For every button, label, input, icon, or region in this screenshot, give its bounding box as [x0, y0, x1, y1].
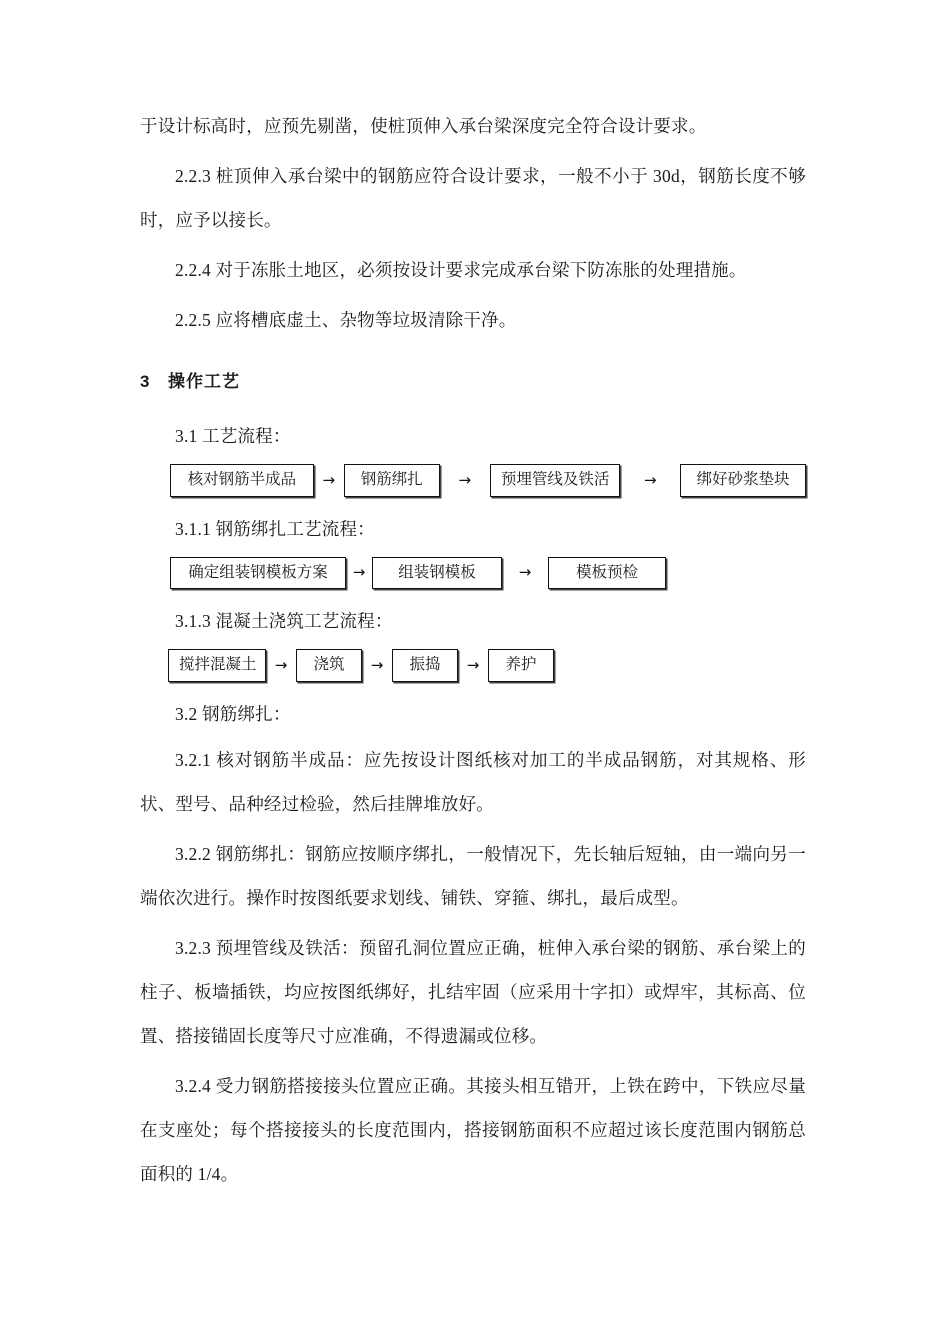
- section-heading-3: [140, 360, 806, 404]
- paragraph-3-2-3: 3.2.3 预埋管线及铁活：预留孔洞位置应正确，桩伸入承台梁的钢筋、承台梁上的柱子、板墙插铁，均应按图纸绑好，扎结牢固（应采用十字扣）或焊牢，其标高、位置、搭接锚固长度等尺寸应准确，不得遗漏或位移。: [140, 937, 806, 1046]
- arrow-right-icon: →: [352, 563, 366, 582]
- section-heading-number: 3: [140, 372, 151, 391]
- arrow-right-icon: →: [644, 470, 657, 489]
- paragraph-continuation: 于设计标高时，应预先剔凿，使桩顶伸入承台梁深度完全符合设计要求。: [140, 116, 707, 136]
- flow-box: 搅拌混凝土: [168, 649, 266, 682]
- arrow-right-icon: →: [518, 563, 532, 582]
- flow-box: 组装钢模板: [372, 557, 502, 590]
- flow-box: 绑好砂浆垫块: [680, 464, 806, 497]
- flow-box: 核对钢筋半成品: [170, 464, 314, 497]
- paragraph-2-2-5: 2.2.5 应将槽底虚土、杂物等垃圾清除干净。: [175, 310, 517, 330]
- paragraph-2-2-3: 2.2.3 桩顶伸入承台梁中的钢筋应符合设计要求，一般不小于 30d，钢筋长度不够时，应予以接长。: [140, 166, 806, 230]
- paragraph-3-2-4: 3.2.4 受力钢筋搭接接头位置应正确。其接头相互错开，上铁在跨中，下铁应尽量在支座处；每个搭接接头的长度范围内，搭接钢筋面积不应超过该长度范围内钢筋总面积的 1/4。: [140, 1075, 806, 1184]
- sublabel-3-1: 3.1 工艺流程：: [175, 426, 291, 446]
- flowchart-rebar-binding: [140, 557, 806, 590]
- flow-box: 钢筋绑扎: [344, 464, 440, 497]
- flowchart-process-overview: [140, 464, 806, 497]
- arrow-right-icon: →: [370, 655, 384, 674]
- flow-box: 模板预检: [548, 557, 666, 590]
- arrow-right-icon: →: [466, 655, 480, 674]
- arrow-right-icon: →: [458, 470, 472, 489]
- flowchart-concrete-pouring: [140, 649, 806, 682]
- flow-box: 预埋管线及铁活: [490, 464, 621, 497]
- paragraph-2-2-4: 2.2.4 对于冻胀土地区，必须按设计要求完成承台梁下防冻胀的处理措施。: [175, 260, 747, 280]
- paragraph-3-2-1: 3.2.1 核对钢筋半成品：应先按设计图纸核对加工的半成品钢筋，对其规格、形状、型号、品种经过检验，然后挂牌堆放好。: [140, 749, 806, 814]
- arrow-right-icon: →: [322, 470, 336, 489]
- arrow-right-icon: →: [274, 655, 288, 674]
- sublabel-3-1-3: 3.1.3 混凝土浇筑工艺流程：: [175, 611, 393, 631]
- section-heading-title: 操作工艺: [168, 372, 240, 391]
- document-body: [140, 104, 806, 1202]
- paragraph-3-2-2: 3.2.2 钢筋绑扎：钢筋应按顺序绑扎，一般情况下，先长轴后短轴，由一端向另一端依次进行。操作时按图纸要求划线、铺铁、穿箍、绑扎，最后成型。: [140, 843, 806, 908]
- sublabel-3-2: 3.2 钢筋绑扎：: [175, 703, 291, 724]
- flow-box: 确定组装钢模板方案: [170, 557, 346, 590]
- sublabel-3-1-1: 3.1.1 钢筋绑扎工艺流程：: [175, 518, 375, 539]
- flow-box: 振捣: [392, 649, 458, 682]
- flow-box: 浇筑: [296, 649, 362, 682]
- flow-box: 养护: [488, 649, 554, 682]
